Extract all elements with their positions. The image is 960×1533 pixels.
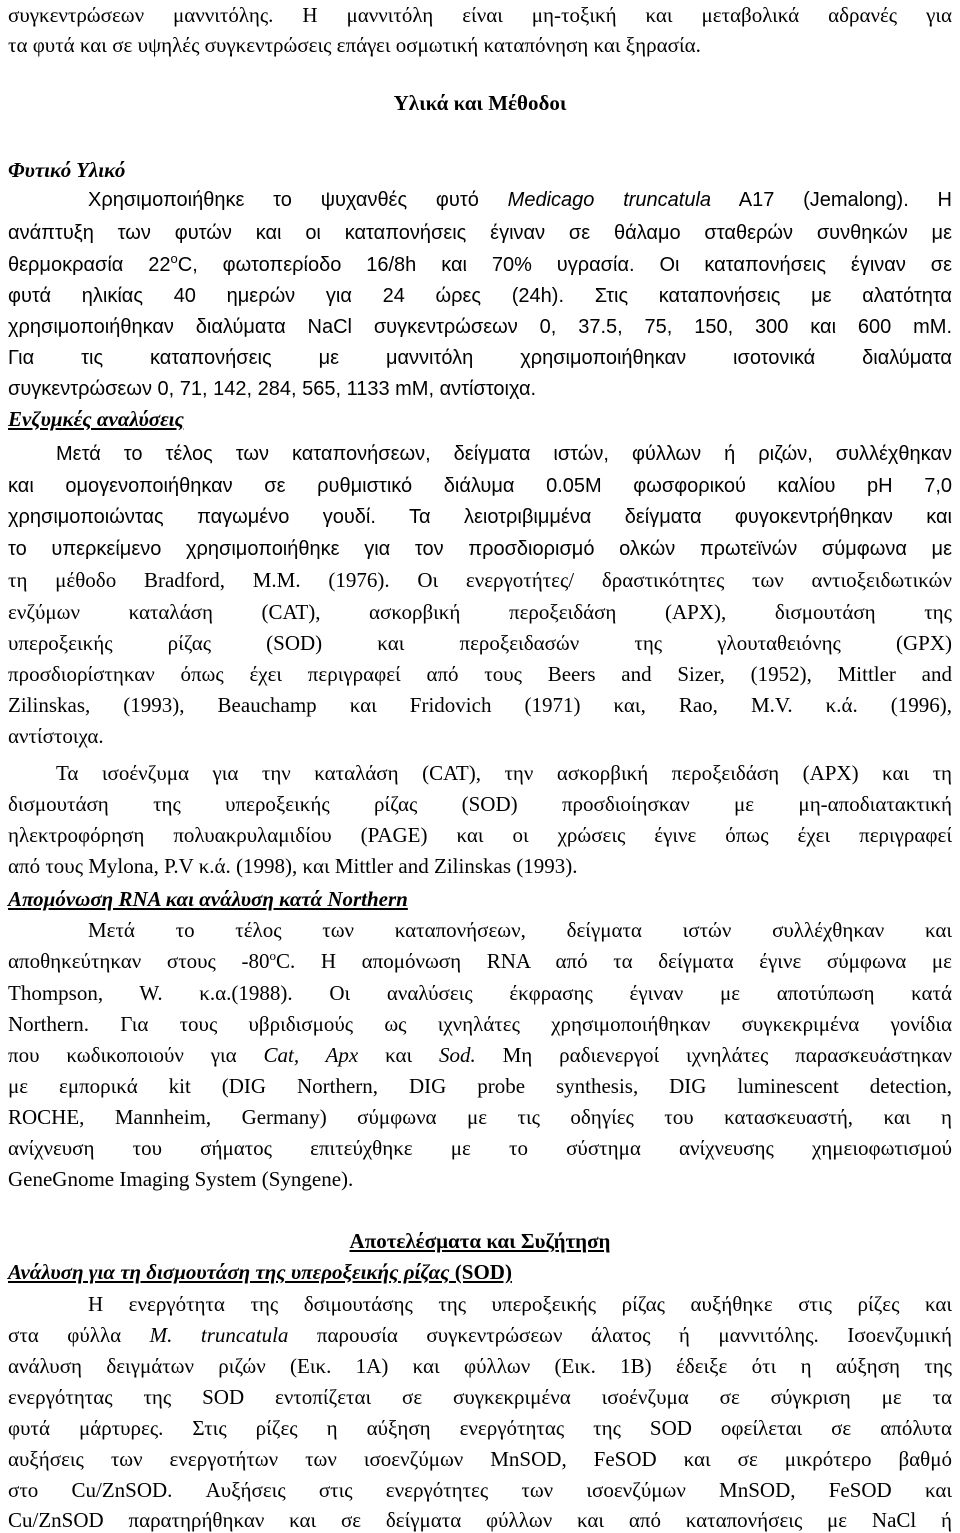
- text-line: από τους Mylona, P.V κ.ά. (1998), και Mittler and Zilinskas (1993).: [8, 854, 578, 878]
- text-line: υπεροξεικής ρίζας (SOD) και περοξειδασών της γλουταθειόνης (GPX): [8, 631, 952, 655]
- subheading-enzyme-analyses: Ενζυμκές αναλύσεις: [8, 407, 184, 431]
- text-line: στα φύλλα M. truncatula παρουσία συγκεντρώσεων άλατος ή μαννιτόλης. Ισοενζυμική: [8, 1323, 952, 1347]
- text-line: ενζύμων καταλάση (CAT), ασκορβική περοξειδάση (APX), δισμουτάση της: [8, 600, 952, 624]
- text-line: χρησιμοποιήθηκαν διαλύματα NaCl συγκεντρώσεων 0, 37.5, 75, 150, 300 και 600 mM.: [8, 316, 952, 338]
- text-line: ηλεκτροφόρηση πολυακρυλαμιδίου (PAGE) και οι χρώσεις έγινε όπως έχει περιγραφεί: [8, 823, 952, 847]
- text-line: Η ενεργότητα της δσιμουτάσης της υπεροξεικής ρίζας αυξήθηκε στις ρίζες και: [88, 1292, 952, 1316]
- text-line: ROCHE, Mannheim, Germany) σύμφωνα με τις οδηγίες του κατασκευαστή, και η: [8, 1105, 952, 1129]
- text-line: που κωδικοποιούν για Cat, Apx και Sod. Μη ραδιενεργοί ιχνηλάτες παρασκευάστηκαν: [8, 1043, 952, 1067]
- text-line: φυτά μάρτυρες. Στις ρίζες η αύξηση ενεργότητας της SOD οφείλεται σε απόλυτα: [8, 1416, 952, 1440]
- text-line: συγκεντρώσεων μαννιτόλης. Η μαννιτόλη είναι μη-τοξική και μεταβολικά αδρανές για: [8, 3, 952, 27]
- gene-name: Sod.: [439, 1043, 476, 1067]
- text-line: προσδιορίστηκαν όπως έχει περιγραφεί από τους Beers and Sizer, (1952), Mittler and: [8, 662, 952, 686]
- gene-names: Cat, Apx: [263, 1043, 359, 1067]
- species-name: M. truncatula: [149, 1323, 289, 1347]
- text-line: αντίστοιχα.: [8, 724, 104, 748]
- text-line: GeneGnome Imaging System (Syngene).: [8, 1167, 354, 1191]
- subheading-plant-material: Φυτικό Υλικό: [8, 158, 126, 182]
- section-heading-materials: Υλικά και Μέθοδοι: [393, 91, 567, 115]
- text-line: Zilinskas, (1993), Beauchamp και Fridovich (1971) και, Rao, M.V. κ.ά. (1996),: [8, 693, 952, 717]
- text-line: ανάλυση δειγμάτων ριζών (Εικ. 1A) και φύλλων (Εικ. 1B) έδειξε ότι η αύξηση της: [8, 1354, 952, 1378]
- text-line: αποθηκεύτηκαν στους -80$^o$C. Η απομόνωση RNA από τα δείγματα έγινε σύμφωνα με: [8, 948, 952, 973]
- text-line: θερμοκρασία 22$^o$C, φωτοπερίοδο 16/8h και 70% υγρασία. Οι καταπονήσεις έγιναν σε: [8, 251, 953, 276]
- text-line: ενεργότητας της SOD εντοπίζεται σε συγκεκριμένα ισοένζυμα σε σύγκριση με τα: [8, 1385, 952, 1409]
- text-line: δισμουτάση της υπεροξεικής ρίζας (SOD) προσδιοίησκαν με μη-αποδιατακτική: [8, 792, 952, 816]
- text-line: Cu/ZnSOD παρατηρήθηκαν και σε δείγματα φύλλων και από καταπονήσεις με NaCl ή: [8, 1508, 952, 1532]
- text-line: ανάπτυξη των φυτών και οι καταπονήσεις έγιναν σε θάλαμο σταθερών συνθηκών με: [8, 222, 952, 244]
- text-line: στο Cu/ZnSOD. Αυξήσεις στις ενεργότητες των ισοενζύμων MnSOD, FeSOD και: [8, 1478, 952, 1502]
- subheading-rna-isolation: Απομόνωση RNA και ανάλυση κατά Northern: [8, 887, 408, 911]
- text-line: τα φυτά και σε υψηλές συγκεντρώσεις επάγει οσμωτική καταπόνηση και ξηρασία.: [8, 33, 701, 57]
- text-line: φυτά ηλικίας 40 ημερών για 24 ώρες (24h). Στις καταπονήσεις με αλατότητα: [8, 285, 952, 307]
- text-line: χρησιμοποιώντας παγωμένο γουδί. Τα λειοτριβιμμένα δείγματα φυγοκεντρήθηκαν και: [8, 506, 952, 528]
- text-line: Μετά το τέλος των καταπονήσεων, δείγματα ιστών συλλέχθηκαν και: [88, 918, 952, 942]
- text-line: Τα ισοένζυμα για την καταλάση (CAT), την ασκορβική περοξειδάση (APX) και τη: [56, 761, 952, 785]
- text-line: Thompson, W. κ.α.(1988). Οι αναλύσεις έκφρασης έγιναν με αποτύπωση κατά: [8, 981, 952, 1005]
- text-line: Μετά το τέλος των καταπονήσεων, δείγματα ιστών, φύλλων ή ριζών, συλλέχθηκαν: [56, 443, 952, 465]
- text-line: αυξήσεις των ενεργοτήτων των ισοενζύμων MnSOD, FeSOD και σε μικρότερο βαθμό: [8, 1447, 952, 1471]
- text-line: ανίχνευση του σήματος επιτεύχθηκε με το σύστημα ανίχνευσης χημειοφωτισμού: [8, 1136, 952, 1160]
- text-line: Χρησιμοποιήθηκε το ψυχανθές φυτό Medicago truncatula A17 (Jemalong). Η: [88, 189, 952, 211]
- species-name: Medicago truncatula: [507, 189, 712, 211]
- section-heading-results: Αποτελέσματα και Συζήτηση: [349, 1229, 611, 1253]
- text-line: και ομογενοποιήθηκαν σε ρυθμιστικό διάλυμα 0.05M φωσφορικού καλίου pH 7,0: [8, 475, 952, 497]
- text-line: συγκεντρώσεων 0, 71, 142, 284, 565, 1133 mM, αντίστοιχα.: [8, 378, 537, 400]
- text-line: Northern. Για τους υβριδισμούς ως ιχνηλάτες χρησιμοποιήθηκαν συγκεκριμένα γονίδια: [8, 1012, 952, 1036]
- text-line: Για τις καταπονήσεις με μαννιτόλη χρησιμοποιήθηκαν ισοτονικά διαλύματα: [8, 347, 952, 369]
- text-line: το υπερκείμενο χρησιμοποιήθηκε για τον προσδιορισμό ολκών πρωτεϊνών σύμφωνα με: [8, 538, 952, 560]
- text-line: με εμπορικά kit (DIG Northern, DIG probe synthesis, DIG luminescent detection,: [8, 1074, 952, 1098]
- subheading-sod-analysis: Ανάλυση για τη δισμουτάση της υπεροξεικής ρίζας (SOD): [8, 1260, 512, 1284]
- text-line: τη μέθοδο Bradford, M.M. (1976). Οι ενεργοτήτες/ δραστικότητες των αντιοξειδωτικών: [8, 568, 952, 592]
